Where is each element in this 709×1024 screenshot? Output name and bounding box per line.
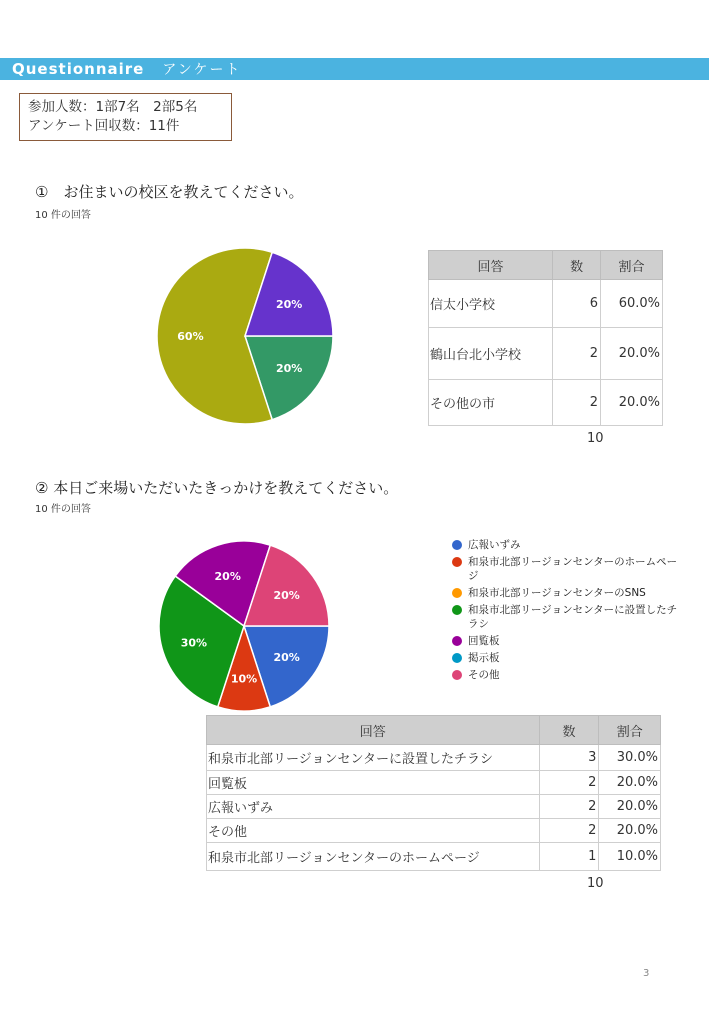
- legend-label: 回覧板: [468, 635, 500, 647]
- q1-title: ① お住まいの校区を教えてください。: [35, 183, 304, 201]
- legend-label: 広報いずみ: [468, 539, 521, 551]
- legend-dot: [452, 540, 462, 550]
- pie-slice-label: 20%: [273, 650, 300, 664]
- answer-count: 2: [553, 380, 601, 426]
- legend-item: [452, 555, 678, 583]
- q2-response-count: 10 件の回答: [35, 504, 91, 515]
- table-row: [207, 795, 661, 819]
- page-number: 3: [643, 968, 650, 979]
- answer-label: その他: [207, 819, 540, 843]
- legend-dot: [452, 636, 462, 646]
- q1-header-answer: 回答: [429, 251, 553, 280]
- legend-item: [452, 668, 678, 682]
- pie-slice-label: 20%: [214, 569, 241, 583]
- q1-header-pct: 割合: [601, 251, 663, 280]
- table-row: [207, 745, 661, 771]
- legend-dot: [452, 653, 462, 663]
- answer-pct: 10.0%: [599, 843, 661, 871]
- table-row: [207, 819, 661, 843]
- pie-slice-label: 60%: [177, 330, 204, 343]
- header-title-jp: アンケート: [162, 62, 242, 78]
- section-header-bar: [0, 58, 709, 80]
- q2-header-answer: 回答: [207, 716, 540, 745]
- answer-label: 信太小学校: [429, 280, 553, 328]
- answer-pct: 20.0%: [599, 771, 661, 795]
- answer-label: 回覧板: [207, 771, 540, 795]
- q2-title: ② 本日ご来場いただいたきっかけを教えてください。: [35, 479, 399, 497]
- answer-count: 3: [539, 745, 599, 771]
- legend-label: 掲示板: [468, 652, 500, 664]
- answer-label: その他の市: [429, 380, 553, 426]
- table-row: [429, 380, 663, 426]
- q1-response-count: 10 件の回答: [35, 210, 91, 221]
- answer-pct: 60.0%: [601, 280, 663, 328]
- legend-item: [452, 586, 678, 600]
- legend-label: 和泉市北部リージョンセンターに設置したチラシ: [468, 604, 678, 630]
- q2-pie-chart: [157, 539, 331, 713]
- legend-dot: [452, 557, 462, 567]
- answer-count: 1: [539, 843, 599, 871]
- header-title-en: Questionnaire: [12, 60, 145, 78]
- table-row: [207, 771, 661, 795]
- legend-item: [452, 651, 678, 665]
- pie-slice-label: 20%: [275, 297, 303, 311]
- answer-count: 2: [539, 795, 599, 819]
- answer-pct: 20.0%: [599, 819, 661, 843]
- legend-label: 和泉市北部リージョンセンターのホームページ: [468, 556, 678, 582]
- q2-total: 10: [587, 876, 604, 891]
- answer-label: 広報いずみ: [207, 795, 540, 819]
- pie-slice-label: 30%: [180, 636, 208, 650]
- answer-count: 2: [539, 771, 599, 795]
- legend-dot: [452, 588, 462, 598]
- q1-header-count: 数: [553, 251, 601, 280]
- q1-total: 10: [587, 431, 604, 446]
- participant-info-box: [19, 93, 232, 141]
- answer-count: 2: [553, 328, 601, 380]
- survey-response-count: アンケート回収数：11件: [28, 118, 180, 134]
- answer-pct: 20.0%: [601, 380, 663, 426]
- answer-pct: 20.0%: [599, 795, 661, 819]
- answer-label: 鶴山台北小学校: [429, 328, 553, 380]
- legend-label: その他: [468, 669, 500, 681]
- table-row: [429, 280, 663, 328]
- answer-label: 和泉市北部リージョンセンターに設置したチラシ: [207, 745, 540, 771]
- legend-dot: [452, 670, 462, 680]
- answer-count: 6: [553, 280, 601, 328]
- legend-label: 和泉市北部リージョンセンターのSNS: [468, 587, 646, 599]
- legend-item: [452, 603, 678, 631]
- pie-slice-label: 20%: [275, 362, 303, 376]
- q1-pie-chart: [155, 246, 335, 426]
- legend-item: [452, 538, 678, 552]
- answer-pct: 30.0%: [599, 745, 661, 771]
- legend-item: [452, 634, 678, 648]
- participant-count: 参加人数：1部7名 2部5名: [28, 99, 198, 115]
- answer-label: 和泉市北部リージョンセンターのホームページ: [207, 843, 540, 871]
- q2-answer-table: [206, 715, 661, 871]
- table-row: [429, 328, 663, 380]
- answer-pct: 20.0%: [601, 328, 663, 380]
- q2-legend: [452, 538, 678, 685]
- answer-count: 2: [539, 819, 599, 843]
- q2-header-pct: 割合: [599, 716, 661, 745]
- legend-dot: [452, 605, 462, 615]
- q2-header-count: 数: [539, 716, 599, 745]
- q1-answer-table: [428, 250, 663, 426]
- pie-slice-label: 20%: [273, 589, 300, 603]
- pie-slice-label: 10%: [230, 672, 258, 686]
- table-row: [207, 843, 661, 871]
